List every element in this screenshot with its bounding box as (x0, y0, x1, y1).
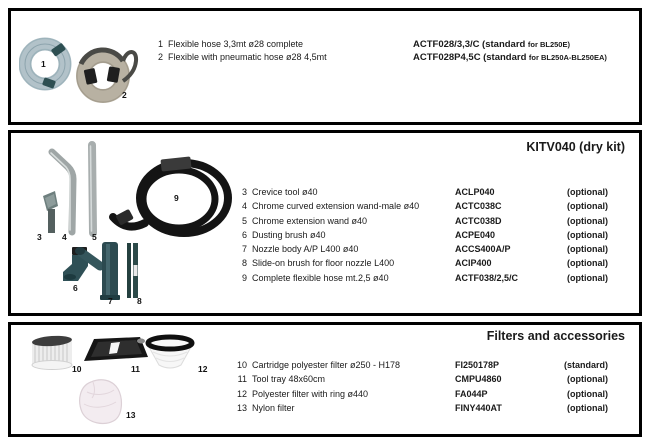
item-description: Chrome curved extension wand-male ø40 (252, 201, 420, 212)
item-status: (optional) (567, 229, 608, 240)
flexible-hose-1-image (20, 39, 71, 90)
item-description: Flexible with pneumatic hose ø28 4,5mt (168, 52, 327, 62)
item-code: ACTF028P4,5C (413, 52, 481, 63)
item-number: 5 (241, 215, 247, 226)
item-description: Nylon filter (252, 402, 295, 413)
item-number: 2 (157, 52, 163, 62)
item-row (233, 401, 608, 415)
tool-tray-image (84, 337, 148, 361)
figure-label-11: 11 (131, 364, 140, 374)
figure-label-10: 10 (72, 364, 82, 374)
figure-label-12: 12 (198, 364, 208, 374)
item-row (233, 199, 608, 213)
item-status: (optional) (567, 388, 608, 399)
item-status: (optional) (567, 374, 608, 385)
item-row (233, 214, 608, 228)
item-description: Polyester filter with ring ø440 (252, 388, 369, 399)
item-code-block (413, 38, 607, 51)
item-status: (optional) (567, 402, 608, 413)
item-number: 12 (236, 388, 247, 399)
item-row (233, 358, 608, 372)
item-status: (optional) (567, 244, 608, 255)
item-code: ACIP400 (455, 258, 492, 269)
item-description: Tool tray 48x60cm (252, 374, 326, 385)
item-code: ACTF038/2,5/C (455, 272, 519, 283)
item-status: (optional) (567, 272, 608, 283)
item-description: Slide-on brush for floor nozzle L400 (252, 258, 395, 269)
section-kitv040 (8, 130, 642, 316)
crevice-tool-image (43, 191, 58, 233)
item-models: for BL250E) (527, 40, 570, 49)
section-title: KITV040 (dry kit) (526, 140, 625, 154)
item-number: 3 (241, 187, 247, 197)
item-availability: (standard (482, 39, 526, 50)
item-code: ACPE040 (455, 229, 496, 240)
item-row (233, 242, 608, 256)
item-status: (optional) (567, 215, 608, 226)
item-availability: (standard (483, 52, 527, 63)
pneumatic-hose-2-image (77, 50, 136, 102)
item-row (233, 372, 608, 386)
item-number: 7 (241, 244, 247, 255)
straight-wand-image (91, 145, 94, 233)
filters-item-list (233, 358, 608, 415)
item-number: 11 (237, 374, 247, 385)
section-title: Filters and accessories (486, 329, 625, 343)
item-number: 10 (236, 360, 247, 370)
item-status: (optional) (567, 187, 608, 197)
figure-label-4: 4 (62, 232, 67, 242)
cartridge-filter-image (32, 335, 73, 370)
item-number: 6 (241, 229, 247, 240)
item-number: 9 (241, 272, 247, 283)
item-number: 13 (236, 402, 247, 413)
item-row (151, 51, 607, 64)
ring-filter-image (148, 337, 192, 368)
figure-label-9: 9 (174, 193, 179, 203)
kit-item-list (233, 185, 608, 285)
slide-on-brush-image (127, 243, 138, 298)
figure-label-13: 13 (126, 410, 136, 420)
item-status: (standard) (563, 360, 608, 370)
hoses-figure (19, 19, 169, 124)
section-hoses (8, 8, 642, 125)
item-row (233, 185, 608, 199)
nylon-filter-image (80, 380, 122, 424)
item-description: Cartridge polyester filter ø250 - H178 (252, 360, 401, 370)
item-description: Dusting brush ø40 (252, 229, 326, 240)
figure-label-7: 7 (108, 296, 113, 306)
item-row (151, 38, 607, 51)
item-description: Nozzle body A/P L400 ø40 (252, 244, 359, 255)
figure-label-8: 8 (137, 296, 142, 306)
item-code: FI250178P (455, 360, 500, 370)
item-description: Flexible hose 3,3mt ø28 complete (168, 39, 304, 49)
item-number: 4 (241, 201, 247, 212)
item-description: Crevice tool ø40 (252, 187, 318, 197)
item-code: ACLP040 (455, 187, 495, 197)
item-number: 8 (241, 258, 247, 269)
item-row (233, 271, 608, 285)
figure-label-6: 6 (73, 283, 78, 293)
kit-figure (21, 138, 236, 310)
flexible-hose-9-image (113, 156, 228, 233)
item-code: ACTF028/3,3/C (413, 39, 480, 50)
item-code-block (413, 51, 607, 64)
item-code: FA044P (455, 388, 488, 399)
item-code: ACTC038D (455, 215, 502, 226)
item-status: (optional) (567, 201, 608, 212)
figure-label-2: 2 (122, 90, 127, 100)
item-description: Chrome extension wand ø40 (252, 215, 368, 226)
figure-label-3: 3 (37, 232, 42, 242)
figure-label-1: 1 (41, 59, 46, 69)
item-code: FINY440AT (455, 402, 502, 413)
item-code: ACTC038C (455, 201, 502, 212)
filters-figure (21, 330, 236, 430)
item-code: CMPU4860 (455, 374, 502, 385)
item-models: for BL250A-BL250EA) (528, 53, 607, 62)
item-number: 1 (157, 39, 163, 49)
item-row (233, 387, 608, 401)
section-filters (8, 322, 642, 437)
item-code: ACCS400A/P (455, 244, 511, 255)
item-description: Complete flexible hose mt.2,5 ø40 (252, 272, 389, 283)
hoses-item-list (151, 38, 607, 64)
item-status: (optional) (567, 258, 608, 269)
item-row (233, 256, 608, 270)
item-row (233, 228, 608, 242)
figure-label-5: 5 (92, 232, 97, 242)
